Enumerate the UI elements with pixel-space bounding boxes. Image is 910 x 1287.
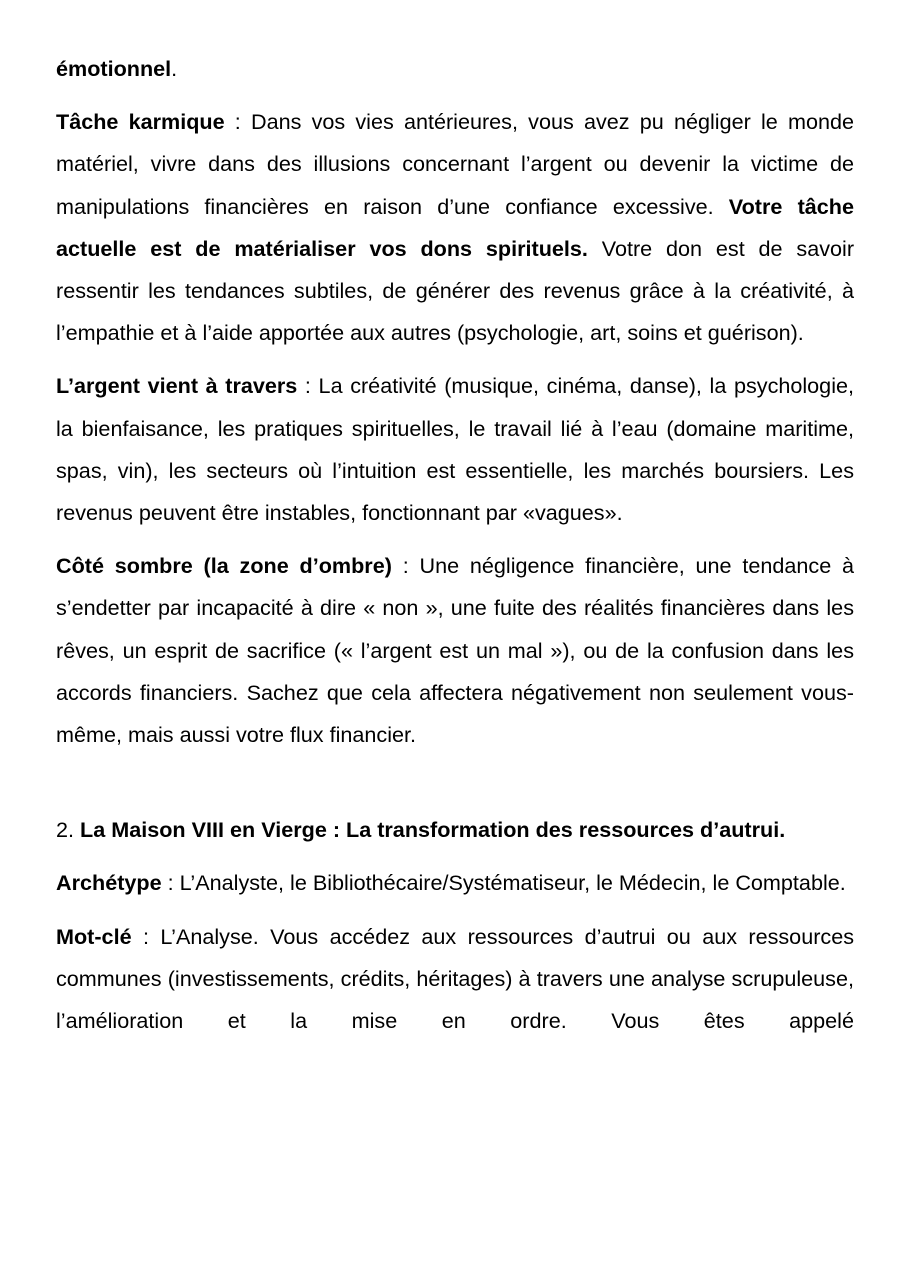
money-sources-label: L’argent vient à travers <box>56 373 298 399</box>
document-page <box>56 48 854 1053</box>
karmic-task-emphasis: Votre tâche actuelle est de matérialiser vos dons spirituels. <box>56 193 854 261</box>
keyword-text: : L’Analyse. Vous accédez aux ressources d’autrui ou aux ressources communes (investissements, crédits, héritages) à travers une analyse scrupuleuse, l’amélioration et la mise en ordre. Vous êtes appelé <box>56 923 854 1034</box>
dark-side-label: Côté sombre (la zone d’ombre) <box>56 553 392 579</box>
archetype-text: : L’Analyste, le Bibliothécaire/Systématiseur, le Médecin, le Comptable. <box>161 870 846 896</box>
keyword-label: Mot-clé <box>56 923 132 949</box>
section-number: 2. <box>56 817 81 843</box>
paragraph-keyword <box>56 916 854 1043</box>
paragraph-text: . <box>171 56 178 81</box>
bold-word: émotionnel <box>56 56 172 81</box>
paragraph-money-sources <box>56 365 854 534</box>
paragraph-archetype <box>56 862 854 904</box>
dark-side-text: : Une négligence financière, une tendance à s’endetter par incapacité à dire « non », une fuite des réalités financières dans les rêves, un esprit de sacrifice (« l’argent est un mal »), ou de la confusion dans les accords financiers. Sachez que cela affectera négativement non seulement vous-même, mais aussi votre flux financier. <box>56 553 855 748</box>
karmic-task-text-continued: Votre don est de savoir ressentir les tendances subtiles, de générer des revenus grâce à la créativité, à l’empathie et à l’aide apportée aux autres (psychologie, art, soins et guérison). <box>56 235 855 346</box>
paragraph-dark-side <box>56 545 854 756</box>
paragraph-karmic-task <box>56 101 854 354</box>
karmic-task-label: Tâche karmique <box>56 109 225 135</box>
archetype-label: Archétype <box>56 870 162 896</box>
money-sources-text: : La créativité (musique, cinéma, danse), la psychologie, la bienfaisance, les pratiques spirituelles, le travail lié à l’eau (domaine maritime, spas, vin), les secteurs où l’intuition est essentielle, les marchés boursiers. Les revenus peuvent être instables, fonctionnant par «vagues». <box>56 373 855 526</box>
section-heading <box>56 809 854 851</box>
paragraph-continuation <box>56 48 854 90</box>
section-spacer <box>56 767 854 809</box>
karmic-task-text: : Dans vos vies antérieures, vous avez pu négliger le monde matériel, vivre dans des illusions concernant l’argent ou devenir la victime de manipulations financières en raison d’une confiance excessive. <box>56 109 854 219</box>
section-title: La Maison VIII en Vierge : La transformation des ressources d’autrui. <box>80 817 786 843</box>
